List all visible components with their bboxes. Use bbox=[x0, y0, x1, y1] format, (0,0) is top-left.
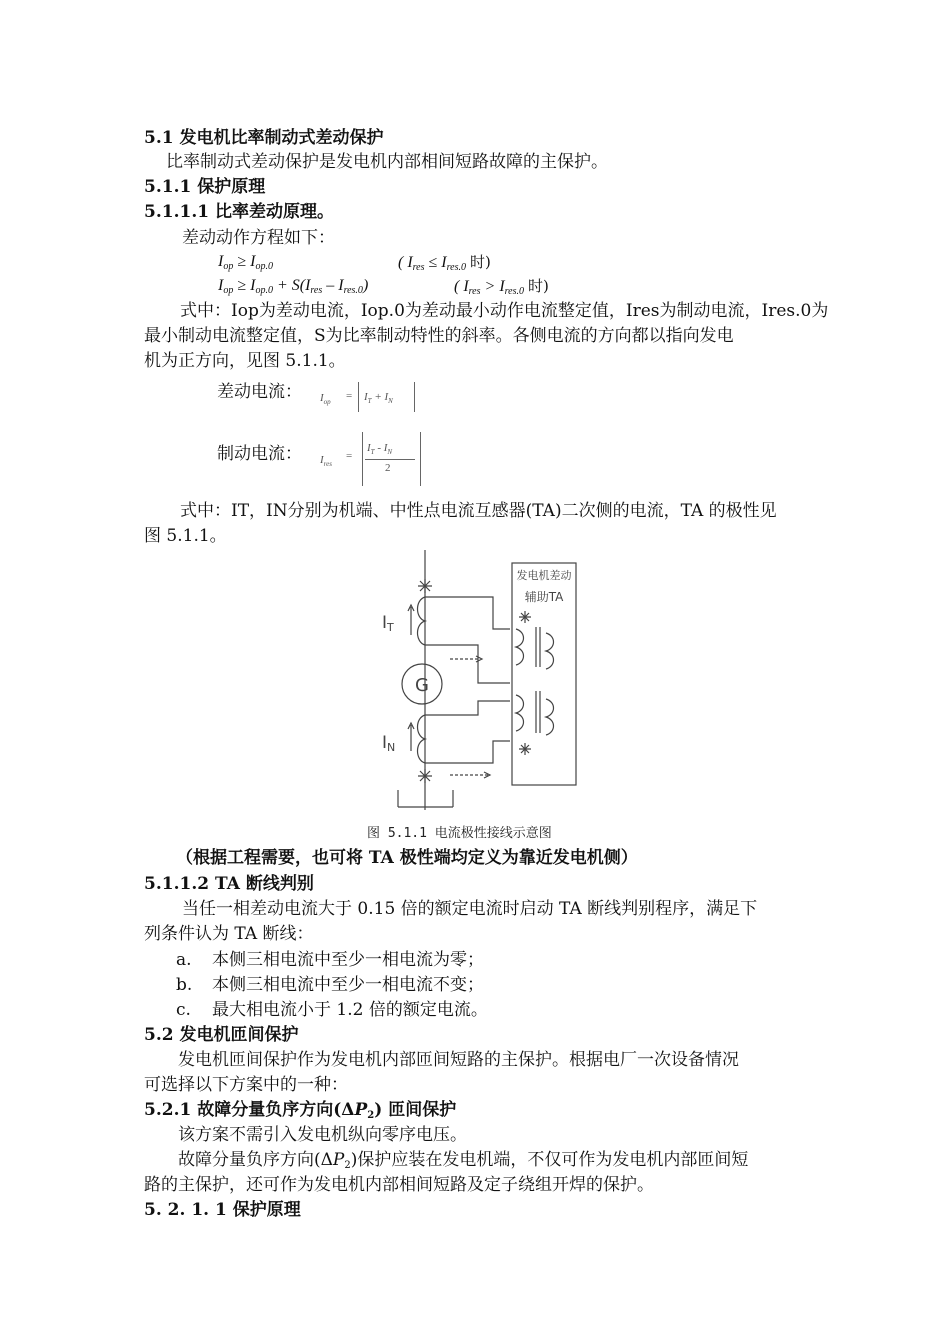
section-5-2-title: 5.2 发电机匝间保护 bbox=[144, 1025, 299, 1045]
section-5-2-para-1: 发电机匝间保护作为发电机内部匝间短路的主保护。根据电厂一次设备情况 bbox=[178, 1050, 739, 1070]
equation-2-condition: ( $I_{res} > I_{res.0}$ 时) bbox=[454, 277, 549, 297]
explanation-line-4: 式中：IT，IN分别为机端、中性点电流互感器(TA)二次侧的电流，TA 的极性见 bbox=[180, 501, 777, 521]
section-5-2-para-2: 可选择以下方案中的一种： bbox=[144, 1075, 348, 1095]
explanation-line-2: 最小制动电流整定值，S为比率制动特性的斜率。各侧电流的方向都以指向发电 bbox=[144, 326, 734, 346]
list-text: 本侧三相电流中至少一相电流为零； bbox=[212, 950, 484, 970]
list-marker: b. bbox=[176, 975, 193, 995]
abs-bar-left bbox=[358, 382, 359, 412]
ta-break-para-1: 当任一相差动电流大于 0.15 倍的额定电流时启动 TA 断线判别程序，满足下 bbox=[182, 899, 758, 919]
equation-intro: 差动动作方程如下： bbox=[182, 228, 335, 248]
section-5-1-1-2-title: 5.1.1.2 TA 断线判别 bbox=[144, 874, 314, 894]
list-text: 本侧三相电流中至少一相电流不变； bbox=[212, 975, 484, 995]
list-text: 最大相电流小于 1.2 倍的额定电流。 bbox=[212, 1000, 488, 1020]
abs-bar-right bbox=[414, 382, 415, 412]
equals-sign-2: = bbox=[346, 450, 353, 462]
section-5-2-1-para-1: 该方案不需引入发电机纵向零序电压。 bbox=[178, 1125, 467, 1145]
differential-current-label: 差动电流： bbox=[217, 382, 302, 402]
section-5-2-1-1-title: 5. 2. 1. 1 保护原理 bbox=[144, 1200, 301, 1220]
list-item bbox=[176, 973, 484, 997]
list-marker: a. bbox=[176, 950, 192, 970]
brake-denominator: 2 bbox=[385, 462, 391, 474]
figure-note: （根据工程需要，也可将 TA 极性端均定义为靠近发电机侧） bbox=[176, 848, 638, 868]
generator-label: G bbox=[415, 675, 429, 696]
aux-box-subtitle: 辅助TA bbox=[524, 590, 564, 604]
section-5-2-1-para-2: 故障分量负序方向$(\Delta P_2)$保护应装在发电机端，不仅可作为发电机内部匝间短 bbox=[178, 1150, 749, 1171]
explanation-line-5: 图 5.1.1。 bbox=[144, 526, 227, 546]
it-label: IT bbox=[382, 613, 394, 634]
differential-current-formula: $I_{op}$ bbox=[320, 392, 331, 406]
abs-bar-left-2 bbox=[362, 432, 363, 486]
explanation-line-1: 式中：Iop为差动电流，Iop.0为差动最小动作电流整定值，Ires为制动电流，Ires.0为 bbox=[180, 301, 829, 321]
equation-2: $I_{op} \ge I_{op.0} + S(I_{res} - I_{res.0})$ bbox=[218, 277, 369, 296]
section-5-1-1-1-title: 5.1.1.1 比率差动原理。 bbox=[144, 202, 334, 222]
list-item bbox=[176, 948, 484, 972]
equals-sign: = bbox=[346, 390, 353, 402]
section-5-2-1-para-3: 路的主保护，还可作为发电机内部相间短路及定子绕组开焊的保护。 bbox=[144, 1175, 654, 1195]
brake-numerator: $I_T - I_N$ bbox=[367, 442, 393, 456]
section-5-1-title: 5.1 发电机比率制动式差动保护 bbox=[144, 128, 384, 148]
list-marker: c. bbox=[176, 1000, 191, 1020]
equation-1-condition: ( $I_{res} \le I_{res.0}$ 时) bbox=[398, 253, 491, 273]
figure-caption: 图 5.1.1 电流极性接线示意图 bbox=[367, 826, 552, 841]
section-5-1-1-title: 5.1.1 保护原理 bbox=[144, 177, 266, 197]
fraction-bar bbox=[365, 459, 415, 460]
current-polarity-diagram bbox=[360, 545, 600, 815]
aux-box-title: 发电机差动 bbox=[516, 569, 572, 582]
list-item bbox=[176, 998, 488, 1022]
explanation-line-3: 机为正方向，见图 5.1.1。 bbox=[144, 351, 346, 371]
ta-break-para-2: 列条件认为 TA 断线： bbox=[144, 924, 314, 944]
differential-sum: $I_T + I_N$ bbox=[364, 391, 393, 405]
section-5-1-intro: 比率制动式差动保护是发电机内部相间短路故障的主保护。 bbox=[166, 152, 608, 172]
brake-current-formula: $I_{res}$ bbox=[320, 454, 332, 468]
abs-bar-right-2 bbox=[420, 432, 421, 486]
in-label: IN bbox=[382, 733, 396, 754]
section-5-2-1-title: 5.2.1 故障分量负序方向$(\Delta P_2)$ 匝间保护 bbox=[144, 1100, 457, 1121]
brake-current-label: 制动电流： bbox=[217, 444, 302, 464]
equation-1: $I_{op} \ge I_{op.0}$ bbox=[218, 253, 273, 272]
